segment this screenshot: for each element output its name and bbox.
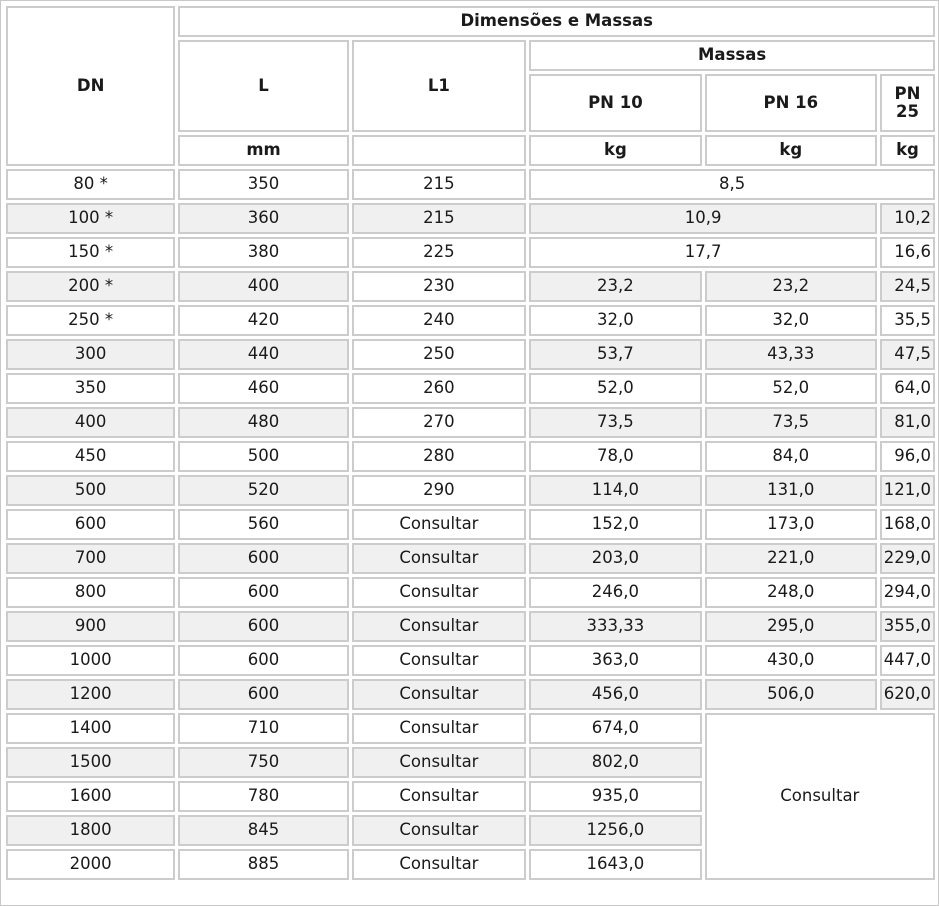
header-pn25: PN 25 bbox=[880, 74, 935, 132]
cell-pn10: 78,0 bbox=[529, 441, 701, 472]
table-row bbox=[6, 169, 935, 200]
cell-pn16: 73,5 bbox=[705, 407, 877, 438]
cell-l: 600 bbox=[178, 645, 348, 676]
cell-pn16: 295,0 bbox=[705, 611, 877, 642]
cell-dn: 1500 bbox=[6, 747, 175, 778]
cell-pn10: 935,0 bbox=[529, 781, 701, 812]
cell-pn25: 96,0 bbox=[880, 441, 935, 472]
cell-pn16: 173,0 bbox=[705, 509, 877, 540]
cell-l: 350 bbox=[178, 169, 348, 200]
cell-dn: 450 bbox=[6, 441, 175, 472]
cell-l1: 225 bbox=[352, 237, 527, 268]
cell-pn10: 73,5 bbox=[529, 407, 701, 438]
cell-pn16: 221,0 bbox=[705, 543, 877, 574]
cell-l: 500 bbox=[178, 441, 348, 472]
cell-pn25: 64,0 bbox=[880, 373, 935, 404]
cell-l1: Consultar bbox=[352, 509, 527, 540]
cell-l: 885 bbox=[178, 849, 348, 880]
table-row bbox=[6, 509, 935, 540]
cell-l1: Consultar bbox=[352, 679, 527, 710]
cell-l1: Consultar bbox=[352, 611, 527, 642]
cell-dn: 1000 bbox=[6, 645, 175, 676]
cell-pn10: 32,0 bbox=[529, 305, 701, 336]
cell-mass-pn10-pn16: 17,7 bbox=[529, 237, 877, 268]
table-row bbox=[6, 237, 935, 268]
cell-pn10: 23,2 bbox=[529, 271, 701, 302]
header-l1: L1 bbox=[352, 40, 527, 132]
cell-pn10: 802,0 bbox=[529, 747, 701, 778]
table-row bbox=[6, 645, 935, 676]
cell-l1: 230 bbox=[352, 271, 527, 302]
cell-l1: 270 bbox=[352, 407, 527, 438]
cell-pn16: 43,33 bbox=[705, 339, 877, 370]
cell-l: 600 bbox=[178, 611, 348, 642]
cell-pn25: 81,0 bbox=[880, 407, 935, 438]
cell-dn: 200 * bbox=[6, 271, 175, 302]
cell-pn10: 53,7 bbox=[529, 339, 701, 370]
cell-l: 440 bbox=[178, 339, 348, 370]
cell-l1: Consultar bbox=[352, 713, 527, 744]
cell-dn: 500 bbox=[6, 475, 175, 506]
cell-l: 380 bbox=[178, 237, 348, 268]
header-pn16: PN 16 bbox=[705, 74, 877, 132]
cell-pn10: 246,0 bbox=[529, 577, 701, 608]
cell-dn: 1400 bbox=[6, 713, 175, 744]
table-row bbox=[6, 203, 935, 234]
cell-dn: 150 * bbox=[6, 237, 175, 268]
cell-l1: Consultar bbox=[352, 543, 527, 574]
cell-l: 480 bbox=[178, 407, 348, 438]
cell-l1: 280 bbox=[352, 441, 527, 472]
header-group-title: Dimensões e Massas bbox=[178, 6, 935, 37]
cell-l1: Consultar bbox=[352, 781, 527, 812]
cell-dn: 350 bbox=[6, 373, 175, 404]
cell-pn10: 333,33 bbox=[529, 611, 701, 642]
cell-pn16: 84,0 bbox=[705, 441, 877, 472]
table-row bbox=[6, 305, 935, 336]
cell-l1: Consultar bbox=[352, 747, 527, 778]
cell-pn16: 506,0 bbox=[705, 679, 877, 710]
cell-l: 400 bbox=[178, 271, 348, 302]
cell-l: 520 bbox=[178, 475, 348, 506]
cell-pn25: 16,6 bbox=[880, 237, 935, 268]
table-row bbox=[6, 407, 935, 438]
table-row bbox=[6, 441, 935, 472]
cell-l: 780 bbox=[178, 781, 348, 812]
cell-l: 360 bbox=[178, 203, 348, 234]
cell-dn: 800 bbox=[6, 577, 175, 608]
table-row bbox=[6, 543, 935, 574]
cell-pn10: 1643,0 bbox=[529, 849, 701, 880]
cell-pn10: 456,0 bbox=[529, 679, 701, 710]
cell-pn25: 47,5 bbox=[880, 339, 935, 370]
cell-l: 750 bbox=[178, 747, 348, 778]
cell-pn25: 620,0 bbox=[880, 679, 935, 710]
cell-pn10: 52,0 bbox=[529, 373, 701, 404]
cell-l: 710 bbox=[178, 713, 348, 744]
cell-l: 600 bbox=[178, 679, 348, 710]
header-l: L bbox=[178, 40, 348, 132]
unit-l: mm bbox=[178, 135, 348, 166]
cell-mass-pn10-pn16: 10,9 bbox=[529, 203, 877, 234]
cell-l1: 240 bbox=[352, 305, 527, 336]
table-row bbox=[6, 611, 935, 642]
cell-consultar-merged: Consultar bbox=[705, 713, 935, 880]
cell-l1: 215 bbox=[352, 169, 527, 200]
table-row bbox=[6, 271, 935, 302]
cell-l: 460 bbox=[178, 373, 348, 404]
cell-l1: 290 bbox=[352, 475, 527, 506]
cell-pn25: 24,5 bbox=[880, 271, 935, 302]
cell-pn25: 447,0 bbox=[880, 645, 935, 676]
table-row bbox=[6, 713, 935, 744]
header-pn10: PN 10 bbox=[529, 74, 701, 132]
cell-dn: 1200 bbox=[6, 679, 175, 710]
cell-pn25: 229,0 bbox=[880, 543, 935, 574]
cell-dn: 1800 bbox=[6, 815, 175, 846]
table-row bbox=[6, 475, 935, 506]
cell-mass-all: 8,5 bbox=[529, 169, 935, 200]
cell-l: 600 bbox=[178, 543, 348, 574]
cell-dn: 900 bbox=[6, 611, 175, 642]
cell-dn: 250 * bbox=[6, 305, 175, 336]
cell-pn25: 294,0 bbox=[880, 577, 935, 608]
cell-pn16: 32,0 bbox=[705, 305, 877, 336]
cell-dn: 1600 bbox=[6, 781, 175, 812]
unit-pn16: kg bbox=[705, 135, 877, 166]
cell-l1: Consultar bbox=[352, 577, 527, 608]
table-row bbox=[6, 679, 935, 710]
cell-pn10: 674,0 bbox=[529, 713, 701, 744]
cell-l1: Consultar bbox=[352, 849, 527, 880]
unit-l1 bbox=[352, 135, 527, 166]
cell-dn: 600 bbox=[6, 509, 175, 540]
cell-dn: 400 bbox=[6, 407, 175, 438]
cell-pn16: 52,0 bbox=[705, 373, 877, 404]
cell-pn10: 152,0 bbox=[529, 509, 701, 540]
cell-l1: 250 bbox=[352, 339, 527, 370]
cell-pn25: 355,0 bbox=[880, 611, 935, 642]
dimensions-masses-table bbox=[3, 3, 938, 883]
cell-l: 600 bbox=[178, 577, 348, 608]
cell-pn10: 1256,0 bbox=[529, 815, 701, 846]
table-row bbox=[6, 577, 935, 608]
cell-pn10: 363,0 bbox=[529, 645, 701, 676]
cell-pn25: 121,0 bbox=[880, 475, 935, 506]
unit-pn10: kg bbox=[529, 135, 701, 166]
cell-pn25: 35,5 bbox=[880, 305, 935, 336]
cell-dn: 700 bbox=[6, 543, 175, 574]
table-row bbox=[6, 339, 935, 370]
cell-dn: 300 bbox=[6, 339, 175, 370]
cell-l: 420 bbox=[178, 305, 348, 336]
cell-pn10: 203,0 bbox=[529, 543, 701, 574]
cell-pn10: 114,0 bbox=[529, 475, 701, 506]
cell-l1: 215 bbox=[352, 203, 527, 234]
cell-l1: 260 bbox=[352, 373, 527, 404]
cell-pn16: 248,0 bbox=[705, 577, 877, 608]
cell-pn16: 131,0 bbox=[705, 475, 877, 506]
cell-l1: Consultar bbox=[352, 815, 527, 846]
cell-l1: Consultar bbox=[352, 645, 527, 676]
cell-pn16: 23,2 bbox=[705, 271, 877, 302]
cell-pn25: 10,2 bbox=[880, 203, 935, 234]
header-massas: Massas bbox=[529, 40, 935, 71]
cell-dn: 2000 bbox=[6, 849, 175, 880]
cell-dn: 100 * bbox=[6, 203, 175, 234]
cell-l: 560 bbox=[178, 509, 348, 540]
cell-l: 845 bbox=[178, 815, 348, 846]
cell-dn: 80 * bbox=[6, 169, 175, 200]
unit-pn25: kg bbox=[880, 135, 935, 166]
cell-pn16: 430,0 bbox=[705, 645, 877, 676]
table-row bbox=[6, 373, 935, 404]
cell-pn25: 168,0 bbox=[880, 509, 935, 540]
header-dn: DN bbox=[6, 6, 175, 166]
